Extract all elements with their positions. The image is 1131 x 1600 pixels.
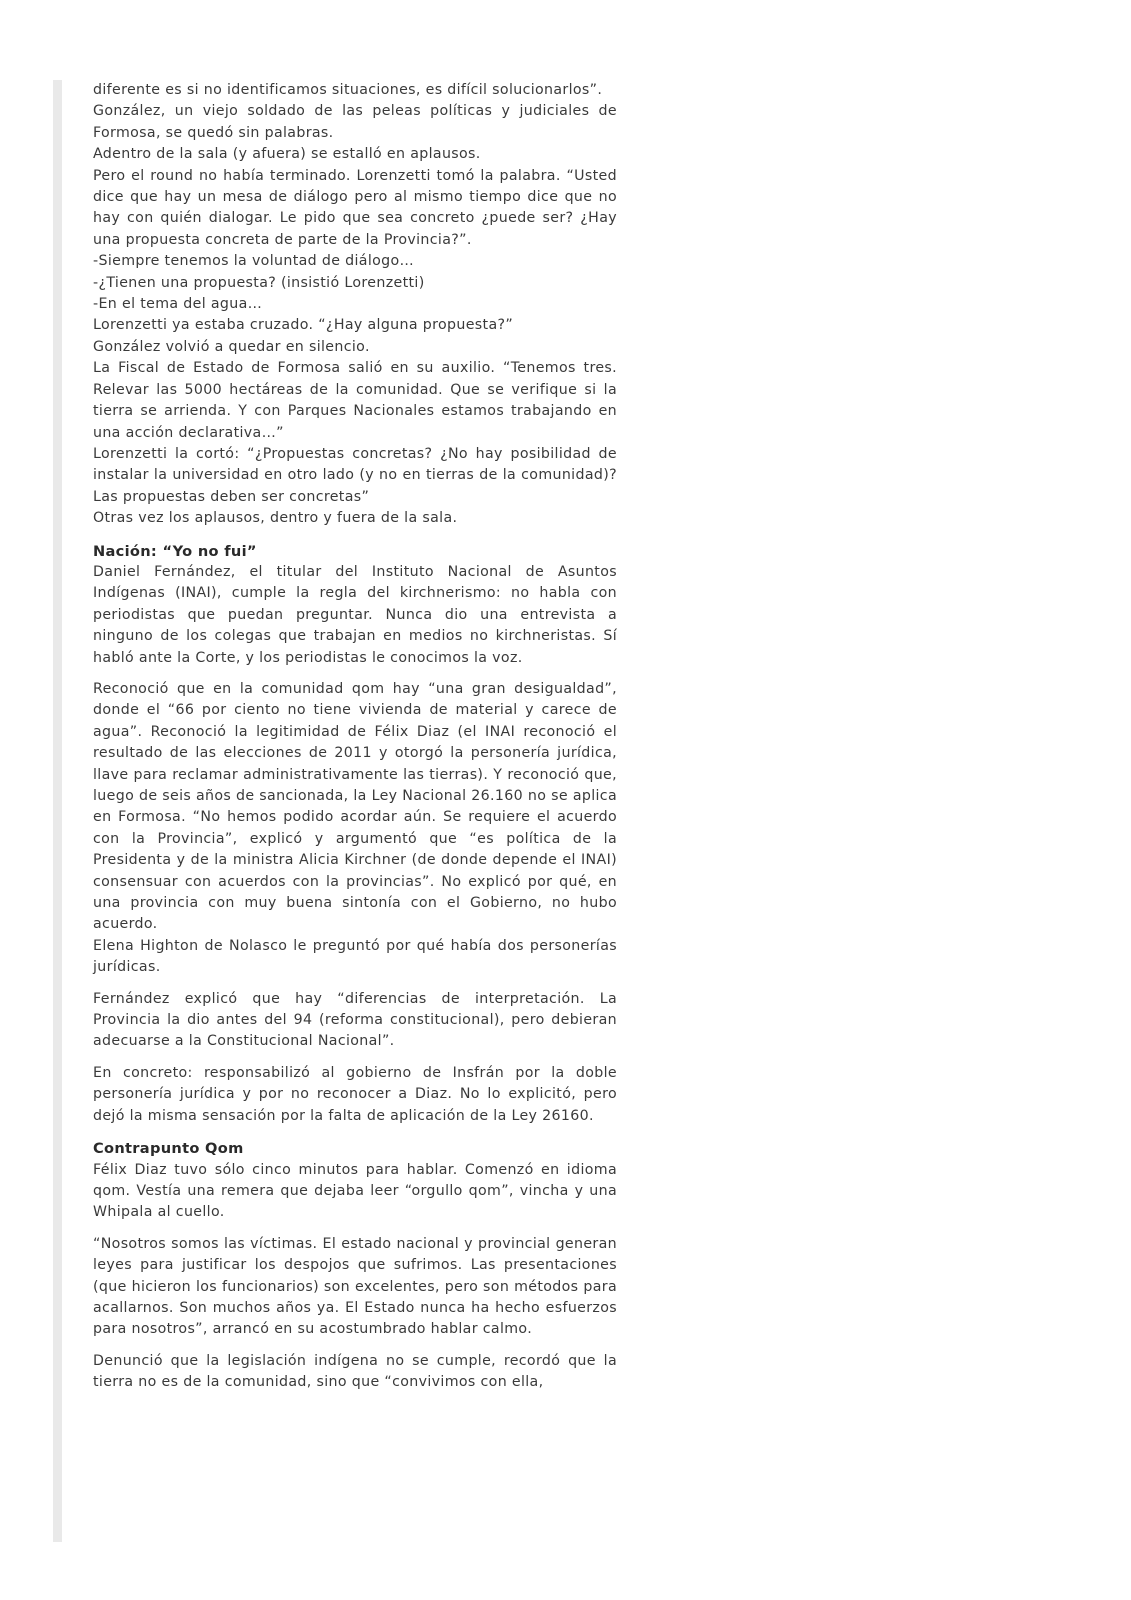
left-margin-bar xyxy=(53,80,62,1542)
paragraph: Otras vez los aplausos, dentro y fuera de la sala. xyxy=(93,510,458,527)
section-heading-nacion: Nación: “Yo no fui” xyxy=(93,542,257,560)
paragraph: Lorenzetti ya estaba cruzado. “¿Hay alguna propuesta?” xyxy=(93,317,514,334)
paragraph: -¿Tienen una propuesta? (insistió Lorenzetti) xyxy=(93,274,425,291)
paragraph: Adentro de la sala (y afuera) se estalló en aplausos. xyxy=(93,146,481,163)
paragraph: Elena Highton de Nolasco le preguntó por qué había dos personerías jurídicas. xyxy=(93,937,617,976)
paragraph: Pero el round no había terminado. Lorenzetti tomó la palabra. “Usted dice que hay un mesa de diálogo pero al mismo tiempo dice que no hay con quién dialogar. Le pido que sea concreto ¿puede ser? ¿Hay una propuesta concreta de parte de la Provincia?”. xyxy=(93,167,617,248)
paragraph: “Nosotros somos las víctimas. El estado nacional y provincial generan leyes para justificar los despojos que sufrimos. Las presentaciones (que hicieron los funcionarios) son excelentes, pero son métodos para acallarnos. Son muchos años ya. El Estado nunca ha hecho esfuerzos para nosotros”, arrancó en su acostumbrado hablar calmo. xyxy=(93,1235,617,1338)
section-heading-qom: Contrapunto Qom xyxy=(93,1140,244,1158)
paragraph: En concreto: responsabilizó al gobierno de Insfrán por la doble personería jurídica y por no reconocer a Diaz. No lo explicitó, pero dejó la misma sensación por la falta de aplicación de la Ley 26160. xyxy=(93,1064,617,1124)
paragraph: González, un viejo soldado de las peleas políticas y judiciales de Formosa, se quedó sin palabras. xyxy=(93,103,617,141)
paragraph: Lorenzetti la cortó: “¿Propuestas concretas? ¿No hay posibilidad de instalar la universidad en otro lado (y no en tierras de la comunidad)? Las propuestas deben ser concretas” xyxy=(93,445,617,505)
paragraph: Félix Diaz tuvo sólo cinco minutos para hablar. Comenzó en idioma qom. Vestía una remera que dejaba leer “orgullo qom”, vincha y una Whipala al cuello. xyxy=(93,1161,617,1221)
paragraph: Fernández explicó que hay “diferencias de interpretación. La Provincia la dio antes del 94 (reforma constitucional), pero debieran adecuarse a la Constitucional Nacional”. xyxy=(93,990,617,1050)
article-body xyxy=(93,80,617,1394)
paragraph: González volvió a quedar en silencio. xyxy=(93,338,370,355)
paragraph: -En el tema del agua… xyxy=(93,296,263,313)
paragraph: Denunció que la legislación indígena no se cumple, recordó que la tierra no es de la comunidad, sino que “convivimos con ella, xyxy=(93,1352,617,1391)
paragraph: Reconoció que en la comunidad qom hay “una gran desigualdad”, donde el “66 por ciento no tiene vivienda de material y carece de agua”. Reconoció la legitimidad de Félix Diaz (el INAI reconoció el resultado de las elecciones de 2011 y otorgó la personería jurídica, llave para reclamar administrativamente las tierras). Y reconoció que, luego de seis años de sancionada, la Ley Nacional 26.160 no se aplica en Formosa. “No hemos podido acordar aún. Se requiere el acuerdo con la Provincia”, explicó y argumentó que “es política de la Presidenta y de la ministra Alicia Kirchner (de donde depende el INAI) consensuar con acuerdos con la provincias”. No explicó por qué, en una provincia con muy buena sintonía con el Gobierno, no hubo acuerdo. xyxy=(93,680,617,933)
paragraph: -Siempre tenemos la voluntad de diálogo… xyxy=(93,253,415,270)
paragraph: Daniel Fernández, el titular del Instituto Nacional de Asuntos Indígenas (INAI), cumple la regla del kirchnerismo: no habla con periodistas que puedan preguntar. Nunca dio una entrevista a ninguno de los colegas que trabajan en medios no kirchneristas. Sí habló ante la Corte, y los periodistas le conocimos la voz. xyxy=(93,563,617,666)
paragraph: La Fiscal de Estado de Formosa salió en su auxilio. “Tenemos tres. Relevar las 5000 hectáreas de la comunidad. Que se verifique si la tierra se arrienda. Y con Parques Nacionales estamos trabajando en una acción declarativa…” xyxy=(93,360,617,441)
paragraph: diferente es si no identificamos situaciones, es difícil solucionarlos”. xyxy=(93,82,603,98)
